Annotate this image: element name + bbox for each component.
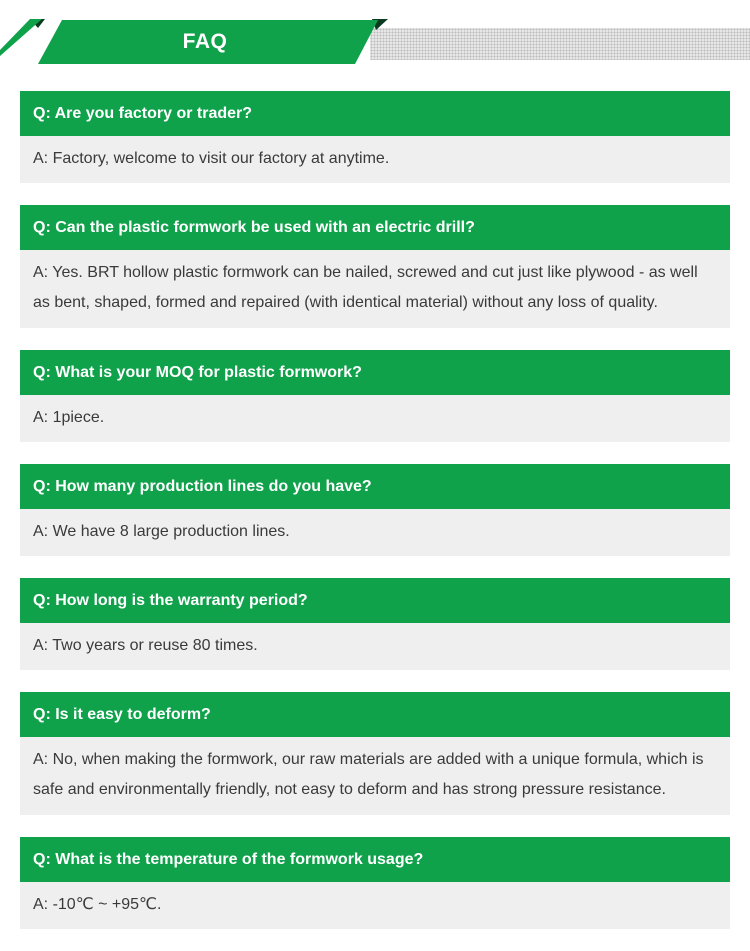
faq-question: Q: How many production lines do you have? [20, 464, 730, 509]
faq-answer: A: -10℃ ~ +95℃. [20, 882, 730, 929]
faq-answer: A: No, when making the formwork, our raw materials are added with a unique formula, which is safe and environmentally friendly, not easy to deform and has strong pressure resistance. [20, 737, 730, 815]
faq-answer: A: Factory, welcome to visit our factory at anytime. [20, 136, 730, 183]
faq-item [20, 91, 730, 183]
faq-item [20, 350, 730, 442]
faq-item [20, 692, 730, 815]
faq-question: Q: Can the plastic formwork be used with an electric drill? [20, 205, 730, 250]
faq-question: Q: Is it easy to deform? [20, 692, 730, 737]
faq-question: Q: What is your MOQ for plastic formwork? [20, 350, 730, 395]
banner-ribbon-graphic [0, 0, 750, 72]
faq-answer: A: Yes. BRT hollow plastic formwork can be nailed, screwed and cut just like plywood - as well as bent, shaped, formed and repaired (with identical material) without any loss of quality. [20, 250, 730, 328]
faq-answer: A: We have 8 large production lines. [20, 509, 730, 556]
faq-question: Q: How long is the warranty period? [20, 578, 730, 623]
faq-item [20, 837, 730, 929]
faq-answer: A: Two years or reuse 80 times. [20, 623, 730, 670]
faq-list [20, 91, 730, 951]
faq-item [20, 205, 730, 328]
faq-question: Q: What is the temperature of the formwork usage? [20, 837, 730, 882]
faq-answer: A: 1piece. [20, 395, 730, 442]
faq-header-banner [0, 0, 750, 72]
faq-item [20, 464, 730, 556]
faq-item [20, 578, 730, 670]
faq-question: Q: Are you factory or trader? [20, 91, 730, 136]
page-title: FAQ [182, 30, 228, 53]
